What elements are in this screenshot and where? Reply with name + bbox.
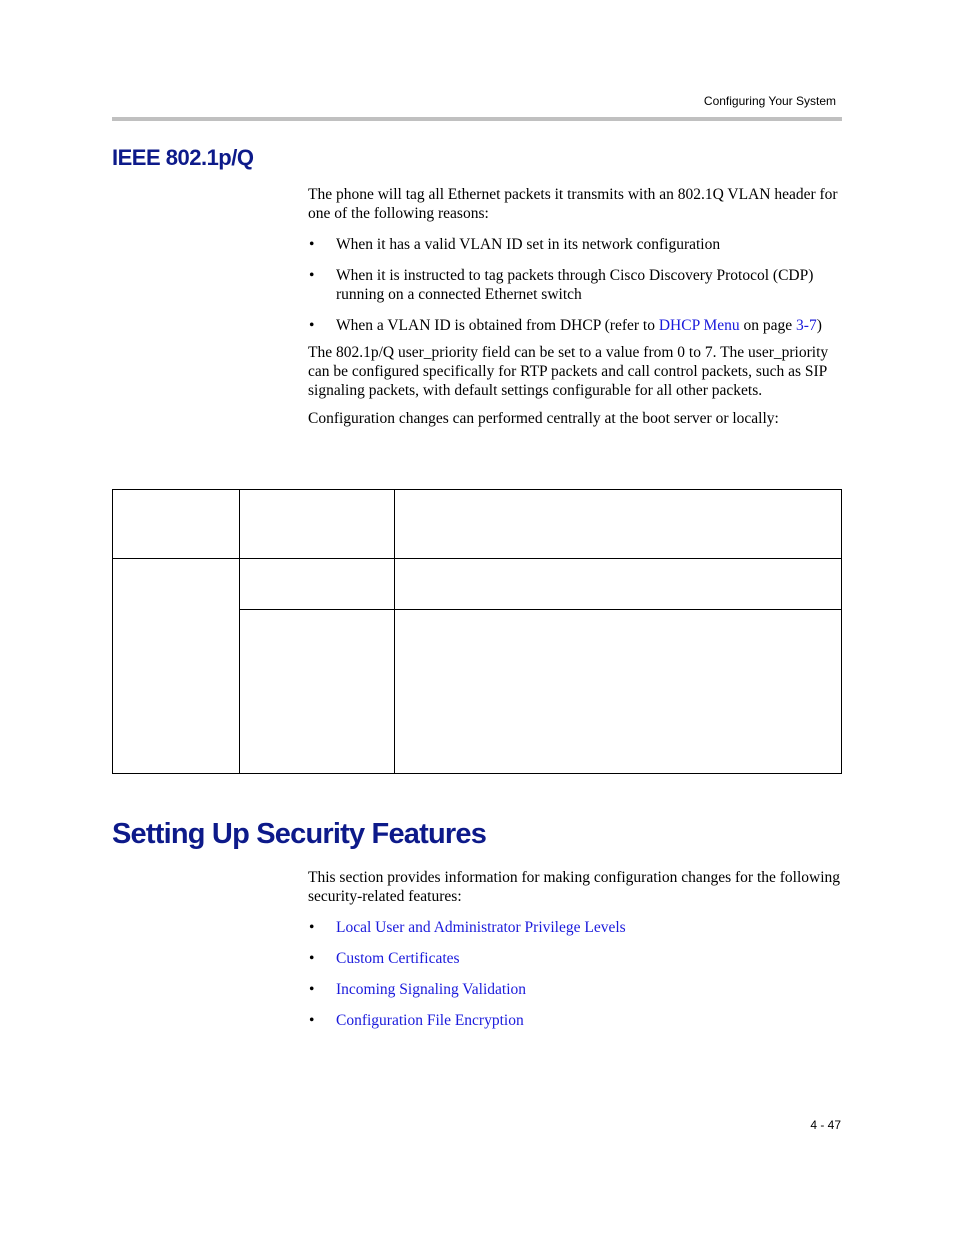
list-item (308, 1011, 842, 1030)
bullet-glyph: • (309, 236, 315, 253)
section-title-ieee: IEEE 802.1p/Q (112, 145, 254, 170)
list-item (308, 316, 842, 335)
list-item-text: When it has a valid VLAN ID set in its network configuration (336, 236, 721, 253)
reasons-list (308, 235, 842, 335)
list-item (308, 266, 842, 304)
priority-paragraph: The 802.1p/Q user_priority field can be set to a value from 0 to 7. The user_priority can be configured specifically for RTP packets and call control packets, such as SIP signaling packets, with default settings configurable for all other packets. (308, 344, 829, 399)
list-item-text: When it is instructed to tag packets through Cisco Discovery Protocol (CDP) running on a connected Ethernet switch (336, 267, 814, 303)
security-features-list (308, 918, 842, 1030)
dhcp-menu-link[interactable]: DHCP Menu (658, 317, 740, 334)
table-cell (395, 610, 842, 774)
list-item-text-prefix: When a VLAN ID is obtained from DHCP (refer to (336, 317, 659, 334)
section-ieee-body (308, 185, 842, 428)
section-title-security: Setting Up Security Features (112, 818, 487, 850)
table-cell (113, 559, 240, 774)
table-cell (395, 490, 842, 559)
bullet-glyph: • (309, 981, 315, 998)
table-header-row (113, 490, 842, 559)
header-rule (112, 117, 842, 121)
running-header: Configuring Your System (703, 94, 836, 108)
bullet-glyph: • (309, 267, 315, 284)
bullet-glyph: • (309, 919, 315, 936)
bullet-glyph: • (309, 317, 315, 334)
config-changes-paragraph: Configuration changes can performed centrally at the boot server or locally: (308, 410, 779, 427)
signaling-validation-link[interactable]: Incoming Signaling Validation (336, 981, 527, 998)
page-number: 4 - 47 (810, 1118, 841, 1132)
security-intro-paragraph: This section provides information for making configuration changes for the following security-related features: (308, 869, 841, 905)
page-ref-link[interactable]: 3-7 (796, 317, 817, 334)
privilege-levels-link[interactable]: Local User and Administrator Privilege Levels (336, 919, 626, 936)
intro-paragraph: The phone will tag all Ethernet packets it transmits with an 802.1Q VLAN header for one of the following reasons: (308, 186, 838, 222)
configuration-table (112, 489, 842, 774)
custom-certificates-link[interactable]: Custom Certificates (336, 950, 460, 967)
table-cell (240, 610, 395, 774)
table-cell (395, 559, 842, 610)
list-item (308, 980, 842, 999)
list-item (308, 235, 842, 254)
table-cell (113, 490, 240, 559)
section-security-body (308, 868, 842, 1030)
table-row (113, 559, 842, 610)
table-cell (240, 559, 395, 610)
list-item (308, 949, 842, 968)
list-item-text-suffix: ) (816, 317, 822, 334)
file-encryption-link[interactable]: Configuration File Encryption (336, 1012, 524, 1029)
bullet-glyph: • (309, 1012, 315, 1029)
table-cell (240, 490, 395, 559)
bullet-glyph: • (309, 950, 315, 967)
list-item-text-middle: on page (739, 317, 797, 334)
list-item (308, 918, 842, 937)
